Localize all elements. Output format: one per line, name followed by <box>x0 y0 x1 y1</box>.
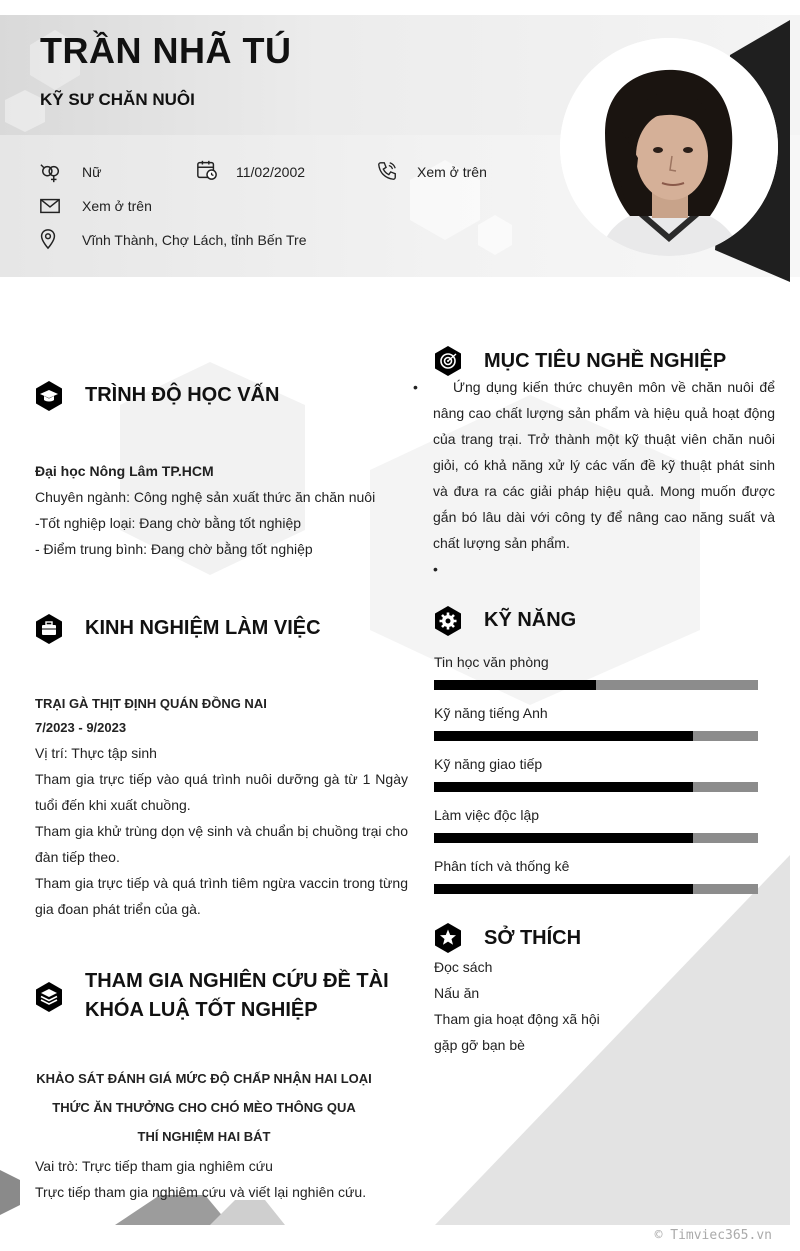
research-topic-line3: THÍ NGHIỆM HAI BÁT <box>137 1129 271 1144</box>
skill-fill-4 <box>434 833 693 843</box>
education-title: TRÌNH ĐỘ HỌC VẤN <box>85 384 280 406</box>
location-pin-icon <box>37 228 59 250</box>
candidate-name: TRẦN NHÃ TÚ <box>40 30 292 71</box>
hobby-item: Nấu ăn <box>434 985 480 1001</box>
experience-title: KINH NGHIỆM LÀM VIỆC <box>85 617 321 639</box>
hobbies-title: SỞ THÍCH <box>484 927 582 949</box>
briefcase-icon <box>34 613 64 645</box>
gear-icon <box>433 605 463 637</box>
graduation-cap-icon <box>34 380 64 412</box>
hobby-item: Tham gia hoạt động xã hội <box>434 1011 600 1027</box>
job-title: KỸ SƯ CHĂN NUÔI <box>40 90 195 109</box>
objective-empty-item: • <box>433 561 438 577</box>
research-detail: Trực tiếp tham gia nghiêm cứu và viết lại nghiên cứu. <box>35 1184 367 1200</box>
education-major: Chuyên ngành: Công nghệ sản xuất thức ăn chăn nuôi <box>35 489 376 505</box>
skill-bar-4 <box>434 833 758 843</box>
watermark: © Timviec365.vn <box>654 1228 772 1243</box>
research-title-line2: KHÓA LUẬ TỐT NGHIỆP <box>85 999 318 1021</box>
calendar-icon <box>196 159 218 181</box>
research-topic-line1: KHẢO SÁT ĐÁNH GIÁ MỨC ĐỘ CHẤP NHẬN HAI LOẠI <box>36 1071 372 1086</box>
research-role: Vai trò: Trực tiếp tham gia nghiêm cứu <box>35 1158 273 1174</box>
bullet-icon: • <box>413 379 418 395</box>
birthday-value: 11/02/2002 <box>236 164 306 180</box>
hobby-item: Đọc sách <box>434 959 493 975</box>
skill-label-3: Kỹ năng giao tiếp <box>434 756 543 772</box>
skill-bar-3 <box>434 782 758 792</box>
skills-title: KỸ NĂNG <box>484 609 577 631</box>
research-topic-line2: THỨC ĂN THƯỞNG CHO CHÓ MÈO THÔNG QUA <box>52 1100 356 1115</box>
avatar <box>560 38 778 256</box>
objective-title: MỤC TIÊU NGHỀ NGHIỆP <box>484 350 727 372</box>
experience-period: 7/2023 - 9/2023 <box>35 720 127 735</box>
education-school: Đại học Nông Lâm TP.HCM <box>35 463 214 479</box>
gender-value: Nữ <box>82 164 102 180</box>
skill-label-5: Phân tích và thống kê <box>434 858 570 874</box>
experience-position: Vị trí: Thực tập sinh <box>35 745 157 761</box>
education-gpa: - Điểm trung bình: Đang chờ bằng tốt nghiệp <box>35 541 313 557</box>
skill-fill-5 <box>434 884 693 894</box>
star-icon <box>433 922 463 954</box>
experience-duty-1: Tham gia trực tiếp vào quá trình nuôi dưỡng gà từ 1 Ngày tuổi đến khi xuất chuồng. <box>35 771 408 813</box>
skill-label-1: Tin học văn phòng <box>434 654 549 670</box>
skill-fill-2 <box>434 731 693 741</box>
skill-label-2: Kỹ năng tiếng Anh <box>434 705 548 721</box>
phone-value: Xem ở trên <box>417 164 487 180</box>
address-value: Vĩnh Thành, Chợ Lách, tỉnh Bến Tre <box>82 232 307 248</box>
skill-bar-5 <box>434 884 758 894</box>
skill-fill-3 <box>434 782 693 792</box>
email-icon <box>39 195 61 217</box>
gender-icon <box>40 162 62 184</box>
objective-text: Ứng dụng kiến thức chuyên môn về chăn nuôi để nâng cao chất lượng sản phẩm và hiệu quả hoạt động của trang trại. Trở thành một kỹ thuật viên chăn nuôi giỏi, có khả năng xử lý các vấn đề kỹ thuật phát sinh và đưa ra các giải pháp hiệu quả. Mong muốn được gắn bó lâu dài với công ty để nâng cao năng suất và chất lượng sản phẩm. <box>433 379 775 551</box>
experience-duty-3: Tham gia trực tiếp và quá trình tiêm ngừa vaccin trong từng gia đoan phát triển của gà. <box>35 875 408 917</box>
education-graduation: -Tốt nghiệp loại: Đang chờ bằng tốt nghiệp <box>35 515 302 531</box>
skill-bar-2 <box>434 731 758 741</box>
skill-label-4: Làm việc độc lập <box>434 807 540 823</box>
objective-list <box>413 374 775 582</box>
layers-icon <box>34 981 64 1013</box>
experience-duty-2: Tham gia khử trùng dọn vệ sinh và chuẩn bị chuồng trại cho đàn tiếp theo. <box>35 823 408 865</box>
phone-icon <box>376 160 398 182</box>
email-value: Xem ở trên <box>82 198 152 214</box>
research-title-line1: THAM GIA NGHIÊN CỨU ĐỀ TÀI <box>85 970 389 992</box>
skill-bar-1 <box>434 680 758 690</box>
hobby-item: gặp gỡ bạn bè <box>434 1037 525 1053</box>
skill-fill-1 <box>434 680 596 690</box>
objective-item <box>413 374 775 556</box>
target-icon <box>433 345 463 377</box>
experience-company: TRẠI GÀ THỊT ĐỊNH QUÁN ĐỒNG NAI <box>35 696 267 711</box>
